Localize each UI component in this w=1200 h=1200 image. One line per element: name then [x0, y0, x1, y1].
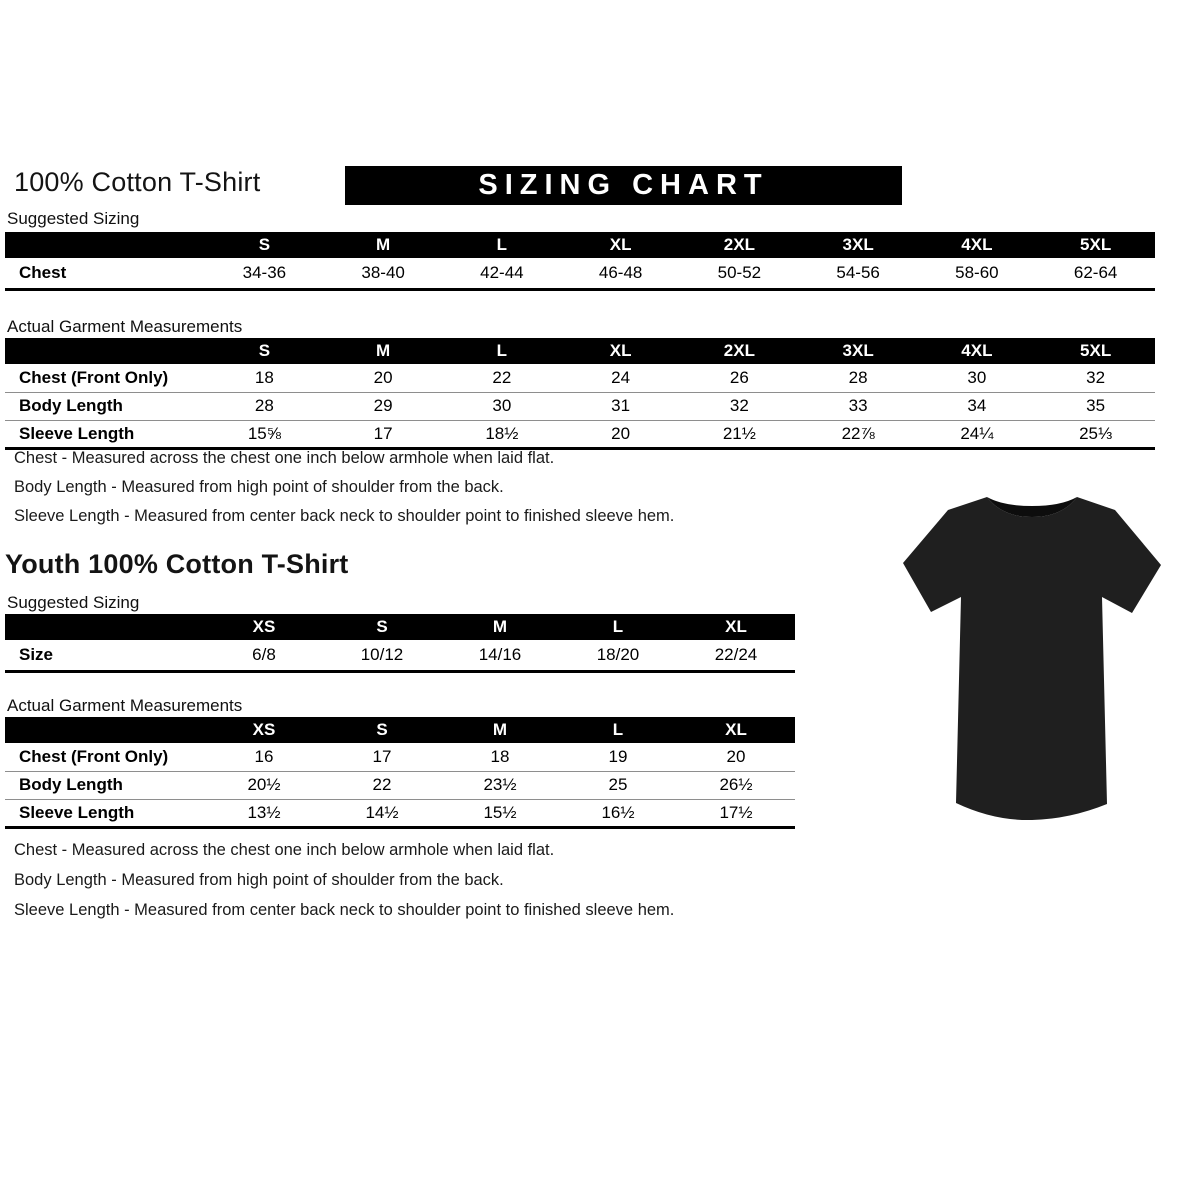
column-header: XS: [205, 614, 323, 640]
adult-note-chest: Chest - Measured across the chest one inch below armhole when laid flat.: [14, 449, 555, 467]
table-row: [5, 743, 795, 771]
table-cell: 22/24: [714, 644, 758, 664]
table-cell: 14½: [323, 799, 441, 827]
table-cell: 22⅞: [799, 420, 918, 448]
table-header-row: [5, 232, 1155, 258]
tshirt-silhouette-icon: [890, 473, 1174, 841]
table-row: [5, 420, 1155, 448]
adult-measurement-notes: [14, 449, 674, 536]
table-cell: 28: [848, 367, 868, 387]
column-header: [5, 232, 205, 258]
table-cell: 33: [799, 392, 918, 420]
table-cell: 26½: [677, 771, 795, 799]
youth-suggested-sizing-label: Suggested Sizing: [7, 593, 140, 612]
table-row: [5, 799, 795, 827]
table-cell: 25⅓: [1036, 420, 1155, 448]
table-cell: 29: [324, 392, 443, 420]
table-cell: 20½: [205, 771, 323, 799]
table-cell: 20: [373, 367, 393, 387]
table-row: [5, 364, 1155, 392]
column-header: XL: [677, 614, 795, 640]
table-cell: 10/12: [360, 644, 404, 664]
table-cell: 14/16: [478, 644, 522, 664]
table-cell: 32: [1086, 367, 1106, 387]
youth-measurement-notes: [14, 841, 674, 931]
adult-suggested-sizing-label: Suggested Sizing: [7, 209, 140, 228]
table-cell: 54-56: [836, 262, 880, 282]
row-label: Sleeve Length: [5, 420, 205, 448]
table-cell: 15½: [441, 799, 559, 827]
sizing-chart-banner: [345, 166, 902, 205]
adult-note-sleeve-length: Sleeve Length - Measured from center back neck to shoulder point to finished sleeve hem.: [14, 507, 675, 525]
table-cell: 22: [492, 367, 512, 387]
column-header: 5XL: [1036, 338, 1155, 364]
table-cell: 6/8: [252, 644, 276, 664]
table-cell: 21½: [680, 420, 799, 448]
column-header: XL: [561, 232, 680, 258]
column-header: XS: [205, 717, 323, 743]
tshirt-body-shape: [903, 497, 1161, 820]
column-header: M: [324, 338, 443, 364]
column-header: 2XL: [680, 232, 799, 258]
row-label: Chest (Front Only): [19, 367, 169, 387]
table-cell: 24¼: [918, 420, 1037, 448]
column-header: L: [559, 717, 677, 743]
page-title: 100% Cotton T-Shirt: [14, 167, 261, 197]
column-header: L: [559, 614, 677, 640]
column-header: XL: [561, 338, 680, 364]
table-cell: 13½: [205, 799, 323, 827]
column-header: 5XL: [1036, 232, 1155, 258]
table-cell: 17: [372, 746, 392, 766]
column-header: M: [324, 232, 443, 258]
table-cell: 28: [205, 392, 324, 420]
row-label: Chest (Front Only): [19, 746, 169, 766]
column-header: [5, 614, 205, 640]
tshirt-product-image: [890, 473, 1174, 841]
column-header: [5, 717, 205, 743]
table-cell: 20: [561, 420, 680, 448]
table-cell: 15⅝: [205, 420, 324, 448]
row-label: Body Length: [5, 392, 205, 420]
table-cell: 22: [323, 771, 441, 799]
table-cell: 18/20: [596, 644, 640, 664]
table-cell: 38-40: [361, 262, 405, 282]
adult-actual-measurements-table: [5, 338, 1155, 450]
youth-note-body-length: Body Length - Measured from high point of shoulder from the back.: [14, 871, 504, 889]
table-cell: 24: [611, 367, 631, 387]
table-cell: 30: [443, 392, 562, 420]
adult-note-body-length: Body Length - Measured from high point of shoulder from the back.: [14, 478, 504, 496]
table-cell: 17½: [677, 799, 795, 827]
table-cell: 32: [680, 392, 799, 420]
column-header: S: [323, 717, 441, 743]
column-header: 4XL: [918, 338, 1037, 364]
table-cell: 34-36: [242, 262, 287, 282]
table-cell: 42-44: [480, 262, 524, 282]
youth-note-chest: Chest - Measured across the chest one inch below armhole when laid flat.: [14, 841, 555, 859]
table-cell: 50-52: [717, 262, 762, 282]
row-label: Size: [19, 644, 54, 664]
table-row: [5, 640, 795, 671]
youth-actual-measurements-table: [5, 717, 795, 829]
youth-suggested-sizing-table: [5, 614, 795, 673]
column-header: M: [441, 614, 559, 640]
table-cell: 19: [608, 746, 628, 766]
table-cell: 58-60: [955, 262, 999, 282]
table-cell: 62-64: [1073, 262, 1118, 282]
adult-actual-measurements-label: Actual Garment Measurements: [7, 317, 243, 336]
youth-section-title: Youth 100% Cotton T-Shirt: [5, 549, 349, 579]
table-row: [5, 392, 1155, 420]
row-label: Body Length: [5, 771, 205, 799]
table-cell: 25: [559, 771, 677, 799]
column-header: 3XL: [799, 232, 918, 258]
table-cell: 16: [254, 746, 274, 766]
youth-actual-measurements-label: Actual Garment Measurements: [7, 696, 243, 715]
sizing-chart-banner-text: SIZING CHART: [478, 169, 769, 201]
table-row: [5, 771, 795, 799]
table-cell: 30: [967, 367, 987, 387]
table-header-row: [5, 717, 795, 743]
table-cell: 20: [726, 746, 746, 766]
column-header: XL: [677, 717, 795, 743]
column-header: S: [323, 614, 441, 640]
row-label: Chest: [19, 262, 67, 282]
table-cell: 31: [561, 392, 680, 420]
table-cell: 18½: [443, 420, 562, 448]
table-cell: 17: [324, 420, 443, 448]
column-header: S: [205, 232, 324, 258]
column-header: 2XL: [680, 338, 799, 364]
table-cell: 18: [254, 367, 274, 387]
table-cell: 23½: [441, 771, 559, 799]
column-header: [5, 338, 205, 364]
table-cell: 46-48: [598, 262, 643, 282]
column-header: L: [443, 232, 562, 258]
column-header: S: [205, 338, 324, 364]
youth-note-sleeve-length: Sleeve Length - Measured from center back neck to shoulder point to finished sleeve hem.: [14, 901, 675, 919]
table-cell: 35: [1036, 392, 1155, 420]
table-cell: 34: [918, 392, 1037, 420]
adult-suggested-sizing-table: [5, 232, 1155, 291]
table-cell: 26: [729, 367, 749, 387]
column-header: 4XL: [918, 232, 1037, 258]
table-header-row: [5, 614, 795, 640]
table-cell: 18: [490, 746, 510, 766]
column-header: 3XL: [799, 338, 918, 364]
column-header: M: [441, 717, 559, 743]
row-label: Sleeve Length: [5, 799, 205, 827]
table-header-row: [5, 338, 1155, 364]
column-header: L: [443, 338, 562, 364]
table-row: [5, 258, 1155, 289]
table-cell: 16½: [559, 799, 677, 827]
